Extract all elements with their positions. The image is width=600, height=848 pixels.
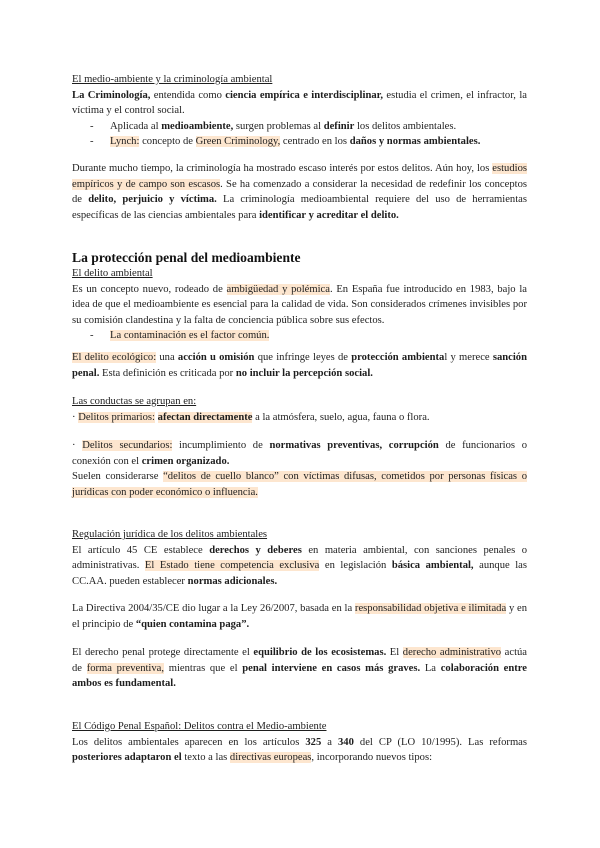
bold-text: delito, perjuicio y víctima. — [88, 194, 217, 206]
section-regulacion — [72, 527, 527, 589]
text: , incorporando nuevos tipos: — [311, 752, 433, 764]
text: en materia ambiental, con sanciones penales o administrativas. — [72, 544, 528, 572]
bold-text: no incluir la percepción social. — [235, 367, 373, 379]
text: actúa de — [72, 647, 528, 674]
highlight: Green Criminology, — [195, 136, 281, 148]
highlight: La contaminación es el factor común. — [110, 330, 270, 342]
text: y en el principio de — [72, 603, 528, 630]
conductas-list — [72, 394, 527, 425]
text: Durante mucho tiempo, la criminología ha mostrado escaso interés por estos delitos. Aún hoy, los — [72, 163, 493, 174]
section-title: El medio-ambiente y la criminología ambiental — [72, 74, 273, 85]
list-item — [72, 119, 527, 135]
bold-text: derechos y deberes — [209, 544, 302, 556]
highlight: estudios empíricos y de campo son escasos — [72, 163, 527, 190]
text: mientras que el — [164, 662, 243, 674]
text: El — [386, 647, 403, 658]
bold-text: sanción penal. — [72, 352, 527, 379]
section-heading: La protección penal del medioambiente — [72, 250, 301, 265]
paragraph — [72, 469, 527, 500]
bold-text: 325 — [305, 736, 322, 748]
text: surgen problemas al — [233, 120, 324, 132]
bold-text: normativas preventivas, corrupción — [269, 440, 439, 451]
bold-text: colaboración entre ambos es fundamental. — [72, 662, 527, 690]
text: l y merece — [444, 352, 493, 363]
paragraph — [72, 601, 527, 632]
highlight: forma preventiva, — [86, 662, 165, 674]
paragraph — [72, 282, 527, 329]
text: . Se ha comenzado a considerar la necesidad de redefinir los conceptos de — [72, 178, 527, 206]
section-codigo-penal — [72, 719, 527, 766]
paragraph — [72, 543, 527, 590]
highlight: directivas europeas — [229, 752, 312, 764]
text: aunque las CC.AA. pueden establecer — [72, 560, 527, 587]
bold-highlight: afectan directamente — [157, 411, 253, 423]
text: El derecho penal protege directamente el — [72, 647, 254, 658]
text: Es un concepto nuevo, rodeado de — [72, 283, 227, 295]
bold-text: equilibrio de los ecosistemas. — [253, 647, 387, 658]
text: · — [72, 440, 83, 451]
subsection-title: Las conductas se agrupan en: — [72, 396, 197, 407]
bold-text: protección ambienta — [351, 352, 445, 363]
text: · — [72, 411, 79, 423]
text: Suelen considerarse — [72, 471, 164, 483]
text: una — [156, 352, 178, 363]
bold-text: La Criminología, — [72, 89, 151, 101]
text: texto a las — [181, 752, 230, 764]
text: a la atmósfera, suelo, agua, fauna o flora. — [252, 411, 430, 423]
text: La — [420, 662, 441, 674]
text: La criminología medioambiental requiere del uso de herramientas específicas de las ciencias ambientales para — [72, 194, 527, 221]
subsection-title: Regulación jurídica de los delitos ambientales — [72, 529, 268, 540]
text: Los delitos ambientales aparecen en los artículos — [72, 736, 306, 748]
highlight: El delito ecológico: — [72, 352, 157, 363]
text: El artículo 45 CE establece — [72, 544, 210, 556]
highlight: ambigüedad y polémica — [226, 283, 330, 295]
text: Aplicada al — [110, 120, 162, 132]
text: concepto de — [139, 136, 196, 148]
bold-text: ciencia empírica e interdisciplinar, — [225, 89, 384, 101]
paragraph — [72, 645, 527, 692]
list-item — [72, 328, 527, 344]
highlight: responsabilidad objetiva e ilimitada — [354, 603, 507, 614]
list-item — [72, 410, 527, 426]
bold-text: 340 — [338, 736, 354, 748]
paragraph — [72, 350, 527, 381]
list-item — [72, 438, 527, 469]
bold-text: “quien contamina paga”. — [135, 618, 250, 630]
bold-text: medioambiente, — [161, 120, 234, 132]
section-proteccion-penal — [72, 249, 527, 344]
bold-text: identificar y acreditar el delito. — [259, 209, 399, 221]
text: . En España fue introducido en 1983, bajo la idea de que el medioambiente es esencial para la calidad de vida. Son considerados crímenes invisibles por su comisión clandestina y la falta de conciencia pública sobre sus efectos. — [72, 283, 527, 326]
subsection-title: El Código Penal Español: Delitos contra el Medio-ambiente — [72, 721, 327, 732]
paragraph — [72, 161, 527, 223]
bold-text: daños y normas ambientales. — [349, 136, 481, 148]
paragraph — [72, 735, 527, 766]
conductas-list-cont — [72, 438, 527, 500]
highlight: “delitos de cuello blanco” con víctimas difusas, cometidos por personas físicas o jurídicas con poder económico o influencia. — [72, 471, 527, 498]
bold-text: acción u omisión — [177, 352, 255, 363]
text: La Directiva 2004/35/CE dio lugar a la Ley 26/2007, basada en la — [72, 603, 355, 614]
bold-text: penal interviene en casos más graves. — [242, 662, 421, 674]
bold-text: definir — [323, 120, 355, 132]
highlight: derecho administrativo — [402, 647, 502, 658]
text: centrado en los — [280, 136, 350, 148]
section-criminologia — [72, 72, 527, 150]
highlight: Lynch: — [110, 136, 140, 148]
list-item — [72, 134, 527, 150]
text: de funcionarios o conexión con el — [72, 440, 527, 467]
text: en legislación — [319, 560, 392, 572]
text: entendida como — [150, 89, 226, 101]
text: Esta definición es criticada por — [99, 367, 236, 379]
bold-text: normas adicionales. — [187, 575, 278, 587]
highlight: Delitos primarios: — [78, 411, 155, 423]
text: los delitos ambientales. — [354, 120, 457, 132]
highlight: El Estado tiene competencia exclusiva — [144, 560, 320, 572]
highlight: Delitos secundarios: — [82, 440, 173, 451]
paragraph — [72, 88, 527, 119]
text: que infringe leyes de — [254, 352, 352, 363]
bold-text: crimen organizado. — [141, 455, 230, 467]
text: del CP (LO 10/1995). Las reformas — [353, 736, 528, 748]
bold-text: posteriores adaptaron el — [72, 752, 182, 764]
subsection-title: El delito ambiental — [72, 268, 153, 279]
text: estudia el crimen, el infractor, la víctima y el control social. — [72, 89, 527, 117]
text: incumplimiento de — [172, 440, 270, 451]
text: a — [321, 736, 338, 748]
bold-text: básica ambiental, — [391, 560, 474, 572]
